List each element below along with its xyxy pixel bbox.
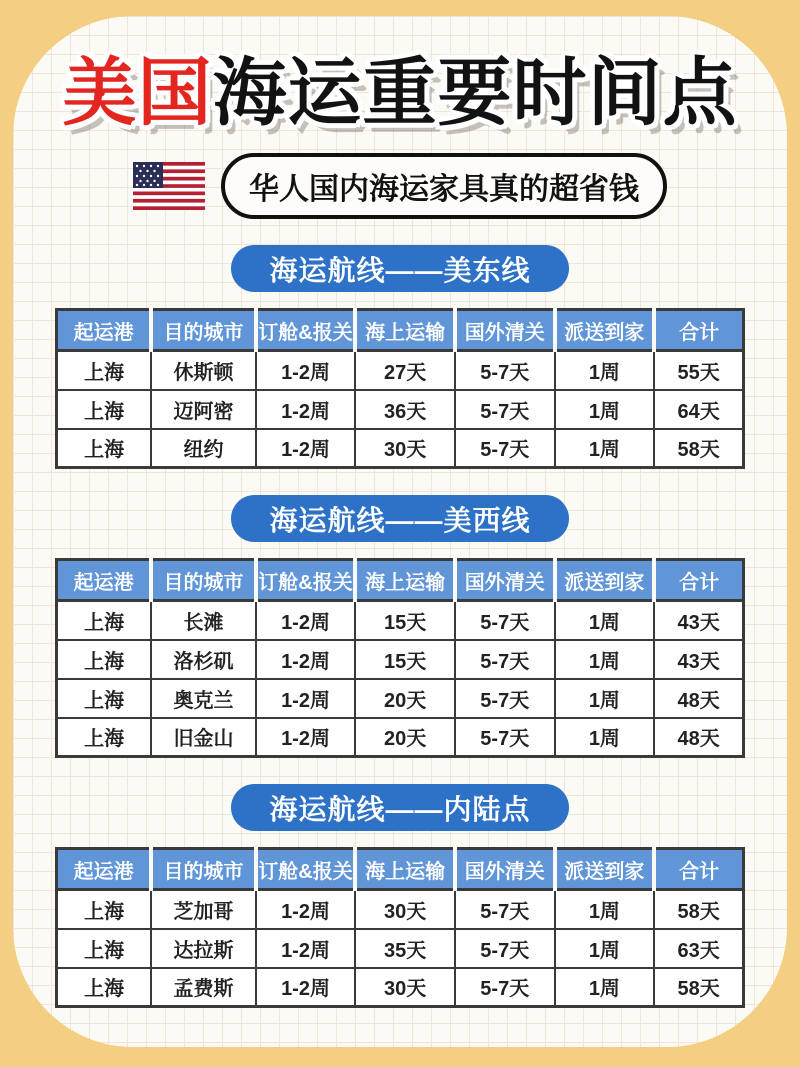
table-cell: 上海 xyxy=(57,390,152,429)
content-card xyxy=(13,16,787,1047)
table-cell: 1周 xyxy=(555,640,655,679)
table-cell: 5-7天 xyxy=(455,929,555,968)
table-cell: 1周 xyxy=(555,351,655,390)
column-header: 订舱&报关 xyxy=(256,849,356,890)
table-cell: 孟费斯 xyxy=(151,968,255,1007)
table-cell: 58天 xyxy=(654,968,743,1007)
table-row xyxy=(57,390,744,429)
page-title-highlight: 美国 xyxy=(62,51,213,134)
table-cell: 1-2周 xyxy=(256,351,356,390)
us-flag-icon xyxy=(133,162,205,210)
table-cell: 1-2周 xyxy=(256,429,356,468)
table-cell: 达拉斯 xyxy=(151,929,255,968)
column-header: 海上运输 xyxy=(355,560,455,601)
subtitle-row xyxy=(13,153,787,219)
table-cell: 1周 xyxy=(555,429,655,468)
table-header-row xyxy=(57,560,744,601)
column-header: 国外清关 xyxy=(455,849,555,890)
section-title: 海运航线——内陆点 xyxy=(269,793,531,825)
table-row xyxy=(57,679,744,718)
section-title: 海运航线——美西线 xyxy=(269,504,531,536)
table-cell: 5-7天 xyxy=(455,679,555,718)
table-cell: 1-2周 xyxy=(256,640,356,679)
table-cell: 5-7天 xyxy=(455,640,555,679)
sections-container xyxy=(13,245,787,1008)
table-cell: 洛杉矶 xyxy=(151,640,255,679)
table-cell: 48天 xyxy=(654,718,743,757)
table-cell: 旧金山 xyxy=(151,718,255,757)
table-cell: 43天 xyxy=(654,601,743,640)
column-header: 目的城市 xyxy=(151,560,255,601)
route-section xyxy=(13,495,787,758)
shipping-schedule-table xyxy=(55,558,745,758)
table-cell: 1周 xyxy=(555,890,655,929)
table-cell: 20天 xyxy=(355,718,455,757)
column-header: 目的城市 xyxy=(151,310,255,351)
table-row xyxy=(57,640,744,679)
table-cell: 休斯顿 xyxy=(151,351,255,390)
table-row xyxy=(57,351,744,390)
table-row xyxy=(57,890,744,929)
table-header-row xyxy=(57,849,744,890)
column-header: 国外清关 xyxy=(455,310,555,351)
table-cell: 上海 xyxy=(57,640,152,679)
table-cell: 1-2周 xyxy=(256,390,356,429)
table-cell: 20天 xyxy=(355,679,455,718)
column-header: 起运港 xyxy=(57,849,152,890)
table-cell: 1周 xyxy=(555,679,655,718)
table-cell: 1周 xyxy=(555,718,655,757)
column-header: 订舱&报关 xyxy=(256,310,356,351)
table-cell: 30天 xyxy=(355,968,455,1007)
section-title: 海运航线——美东线 xyxy=(269,254,531,286)
table-cell: 上海 xyxy=(57,718,152,757)
table-cell: 58天 xyxy=(654,890,743,929)
table-cell: 63天 xyxy=(654,929,743,968)
table-cell: 奥克兰 xyxy=(151,679,255,718)
table-cell: 30天 xyxy=(355,890,455,929)
column-header: 海上运输 xyxy=(355,310,455,351)
table-cell: 纽约 xyxy=(151,429,255,468)
table-cell: 5-7天 xyxy=(455,601,555,640)
table-cell: 1周 xyxy=(555,929,655,968)
table-cell: 5-7天 xyxy=(455,968,555,1007)
column-header: 合计 xyxy=(654,560,743,601)
table-row xyxy=(57,968,744,1007)
table-row xyxy=(57,929,744,968)
page-title xyxy=(13,50,787,135)
table-cell: 1周 xyxy=(555,968,655,1007)
column-header: 合计 xyxy=(654,849,743,890)
table-cell: 1-2周 xyxy=(256,929,356,968)
table-cell: 上海 xyxy=(57,679,152,718)
table-cell: 55天 xyxy=(654,351,743,390)
table-cell: 58天 xyxy=(654,429,743,468)
table-cell: 1周 xyxy=(555,601,655,640)
table-cell: 1-2周 xyxy=(256,679,356,718)
shipping-schedule-table xyxy=(55,308,745,469)
column-header: 起运港 xyxy=(57,310,152,351)
table-row xyxy=(57,601,744,640)
table-cell: 上海 xyxy=(57,601,152,640)
column-header: 国外清关 xyxy=(455,560,555,601)
table-cell: 43天 xyxy=(654,640,743,679)
table-cell: 15天 xyxy=(355,640,455,679)
table-cell: 35天 xyxy=(355,929,455,968)
column-header: 海上运输 xyxy=(355,849,455,890)
table-cell: 1-2周 xyxy=(256,718,356,757)
column-header: 合计 xyxy=(654,310,743,351)
table-cell: 上海 xyxy=(57,929,152,968)
table-cell: 上海 xyxy=(57,890,152,929)
table-cell: 迈阿密 xyxy=(151,390,255,429)
table-cell: 上海 xyxy=(57,968,152,1007)
route-section xyxy=(13,784,787,1008)
table-row xyxy=(57,718,744,757)
section-title-pill xyxy=(231,245,569,292)
column-header: 订舱&报关 xyxy=(256,560,356,601)
table-cell: 芝加哥 xyxy=(151,890,255,929)
route-section xyxy=(13,245,787,469)
column-header: 派送到家 xyxy=(555,310,655,351)
table-cell: 5-7天 xyxy=(455,390,555,429)
table-cell: 64天 xyxy=(654,390,743,429)
table-cell: 15天 xyxy=(355,601,455,640)
section-title-pill xyxy=(231,495,569,542)
subtitle-badge: 华人国内海运家具真的超省钱 xyxy=(221,153,667,219)
column-header: 起运港 xyxy=(57,560,152,601)
column-header: 目的城市 xyxy=(151,849,255,890)
table-cell: 5-7天 xyxy=(455,429,555,468)
page-title-rest: 海运重要时间点 xyxy=(212,51,738,134)
column-header: 派送到家 xyxy=(555,560,655,601)
table-cell: 36天 xyxy=(355,390,455,429)
shipping-schedule-table xyxy=(55,847,745,1008)
table-cell: 1-2周 xyxy=(256,601,356,640)
column-header: 派送到家 xyxy=(555,849,655,890)
table-cell: 上海 xyxy=(57,429,152,468)
table-cell: 48天 xyxy=(654,679,743,718)
section-title-pill xyxy=(231,784,569,831)
table-cell: 27天 xyxy=(355,351,455,390)
table-cell: 上海 xyxy=(57,351,152,390)
table-cell: 5-7天 xyxy=(455,718,555,757)
table-cell: 1-2周 xyxy=(256,968,356,1007)
table-cell: 5-7天 xyxy=(455,890,555,929)
table-cell: 长滩 xyxy=(151,601,255,640)
table-cell: 1-2周 xyxy=(256,890,356,929)
table-header-row xyxy=(57,310,744,351)
table-cell: 1周 xyxy=(555,390,655,429)
table-cell: 30天 xyxy=(355,429,455,468)
table-row xyxy=(57,429,744,468)
table-cell: 5-7天 xyxy=(455,351,555,390)
